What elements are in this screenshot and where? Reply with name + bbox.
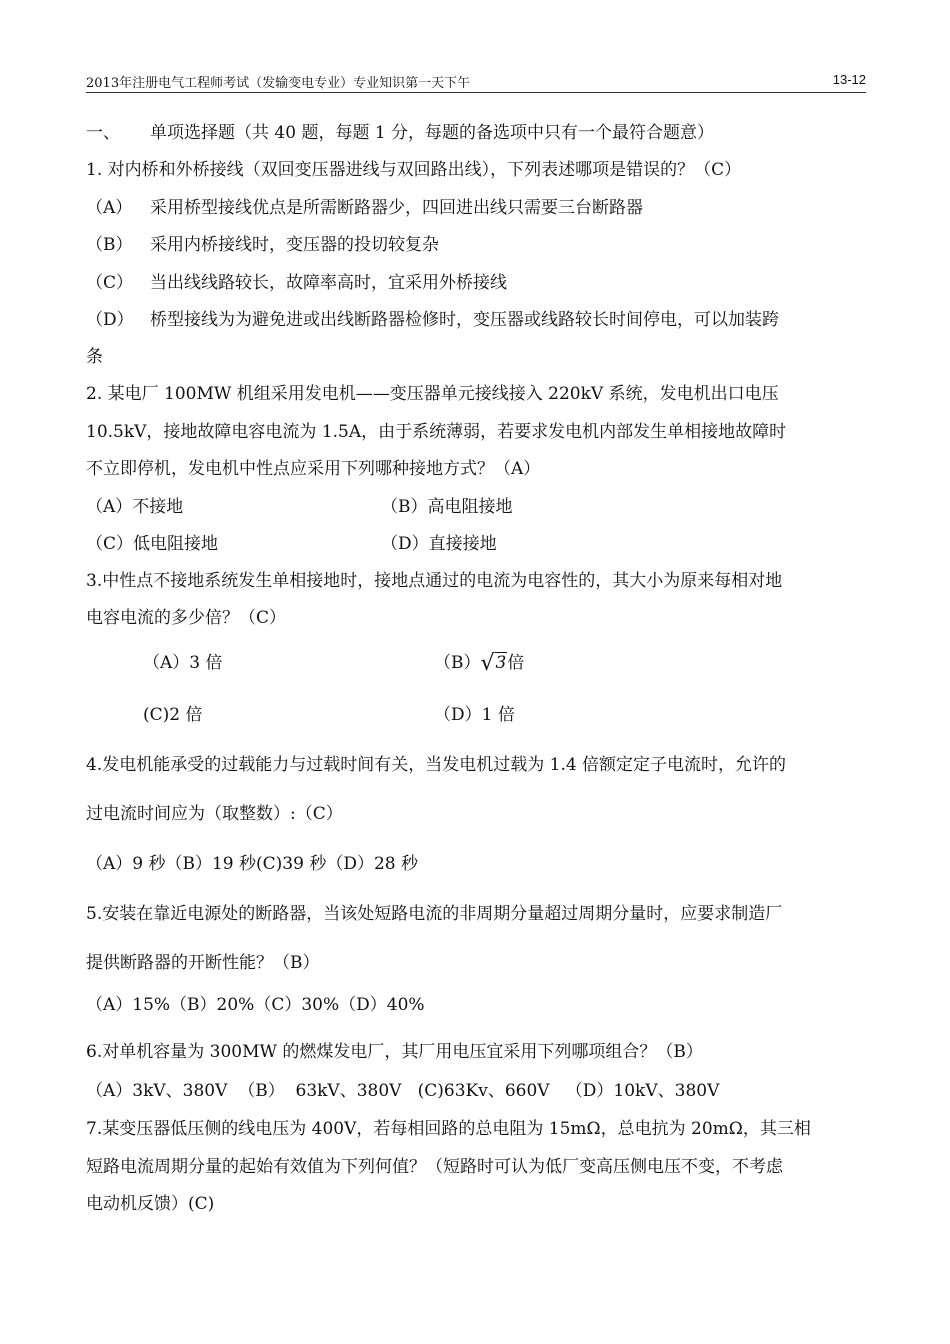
q3-option-d: （D）1 倍 [434,705,515,725]
q7-stem-line-3: 电动机反馈）(C) [86,1194,215,1214]
q3-stem-line-1: 3.中性点不接地系统发生单相接地时，接地点通过的电流为电容性的，其大小为原来每相对地 [86,571,783,591]
q3-option-b-unit: 倍 [507,653,525,673]
q2-stem-line-1: 2. 某电厂 100MW 机组采用发电机——变压器单元接线接入 220kV 系统，发电机出口电压 [86,384,779,404]
q2-option-a: （A）不接地 [86,497,184,517]
q4-stem-line-1: 4.发电机能承受的过载能力与过载时间有关，当发电机过载为 1.4 倍额定定子电流时，允许的 [86,755,787,775]
q1-option-d-continued: 条 [86,347,103,367]
q5-stem-line-2: 提供断路器的开断性能？（B） [86,953,320,973]
q1-option-a [86,196,643,220]
q2-stem-line-2: 10.5kV，接地故障电容电流为 1.5A，由于系统薄弱，若要求发电机内部发生单相接地故障时 [86,422,787,442]
q3-option-a: （A）3 倍 [143,653,223,673]
radicand: 3 [495,653,507,673]
header-title: 2013年注册电气工程师考试（发输变电专业）专业知识第一天下午 [86,76,471,91]
q6-stem: 6.对单机容量为 300MW 的燃煤发电厂，其厂用电压宜采用下列哪项组合？（B） [86,1042,703,1062]
q1-option-a-label: （A） [86,198,133,218]
q3-option-c: (C)2 倍 [143,705,203,725]
section-heading [86,121,714,145]
page-number: 13-12 [832,72,866,87]
q1-option-d-label: （D） [86,310,134,330]
q1-option-d-text: 桥型接线为为避免进或出线断路器检修时，变压器或线路较长时间停电，可以加装跨 [150,310,779,330]
q1-option-a-text: 采用桥型接线优点是所需断路器少，四回进出线只需要三台断路器 [150,198,643,218]
q4-stem-line-2: 过电流时间应为（取整数）:（C） [86,804,343,824]
q2-option-d: （D）直接接地 [381,534,497,554]
q2-stem-line-3: 不立即停机，发电机中性点应采用下列哪种接地方式？（A） [86,459,541,479]
section-number: 一、 [86,123,120,143]
q1-option-b-label: （B） [86,235,133,255]
radical-sign: √ [480,651,495,676]
q3-option-b-label: （B） [434,653,481,673]
q3-stem-line-2: 电容电流的多少倍？（C） [86,608,287,628]
q1-stem: 1. 对内桥和外桥接线（双回变压器进线与双回路出线），下列表述哪项是错误的？（C） [86,160,742,180]
q1-option-b [86,233,439,257]
page-header [86,70,866,93]
q2-option-b: （B）高电阻接地 [381,497,513,517]
q4-options: （A）9 秒（B）19 秒(C)39 秒（D）28 秒 [86,854,418,874]
sqrt-three [481,651,508,676]
q7-stem-line-1: 7.某变压器低压侧的线电压为 400V，若每相回路的总电阻为 15mΩ，总电抗为 20mΩ，其三相 [86,1119,811,1139]
q7-stem-line-2: 短路电流周期分量的起始有效值为下列何值？（短路时可认为低厂变高压侧电压不变，不考虑 [86,1157,783,1177]
section-title: 单项选择题（共 40 题，每题 1 分，每题的备选项中只有一个最符合题意） [150,123,715,143]
q5-stem-line-1: 5.安装在靠近电源处的断路器，当该处短路电流的非周期分量超过周期分量时，应要求制造厂 [86,904,783,924]
q3-option-b [434,651,524,676]
q5-options: （A）15%（B）20%（C）30%（D）40% [86,995,425,1015]
q1-option-c-label: （C） [86,273,134,293]
q1-option-c-text: 当出线线路较长，故障率高时，宜采用外桥接线 [150,273,507,293]
q1-option-d [86,308,779,332]
q6-options: （A）3kV、380V （B） 63kV、380V (C)63Kv、660V （D）10kV、380V [86,1081,720,1101]
q2-option-c: （C）低电阻接地 [86,534,219,554]
q1-option-c [86,271,507,295]
q1-option-b-text: 采用内桥接线时，变压器的投切较复杂 [150,235,439,255]
